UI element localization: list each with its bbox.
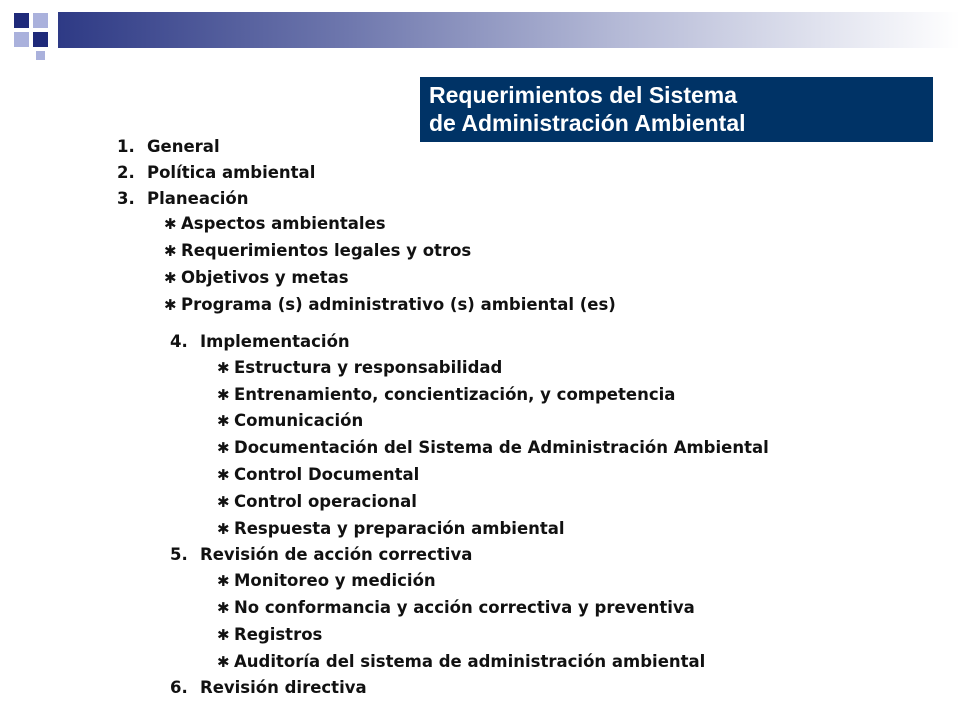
outline-item-label: Política ambiental bbox=[147, 162, 316, 182]
outline-subitem-text: Documentación del Sistema de Administración Ambiental bbox=[234, 438, 769, 458]
outline-subitem-text: No conformancia y acción correctiva y preventiva bbox=[234, 597, 695, 617]
outline-item-heading bbox=[170, 332, 350, 351]
outline-subitem-text: Control operacional bbox=[234, 491, 417, 511]
outline-item-label: General bbox=[147, 137, 220, 156]
outline-subitem bbox=[170, 595, 769, 622]
outline-item-heading bbox=[117, 137, 220, 156]
asterisk-bullet-icon: ✱ bbox=[164, 295, 177, 314]
decorative-square bbox=[33, 32, 48, 47]
asterisk-bullet-icon: ✱ bbox=[217, 465, 230, 484]
outline-subitem-text: Programa (s) administrativo (s) ambiental (es) bbox=[181, 294, 616, 314]
outline-item-heading bbox=[117, 189, 248, 208]
requirements-outline-part-1 bbox=[117, 134, 616, 319]
outline-subitem-text: Entrenamiento, concientización, y competencia bbox=[234, 384, 676, 404]
outline-subitem-text: Registros bbox=[234, 624, 323, 644]
asterisk-bullet-icon: ✱ bbox=[164, 268, 177, 287]
outline-item-number: 2. bbox=[117, 162, 135, 182]
outline-item-heading bbox=[170, 545, 472, 564]
outline-subitem bbox=[170, 408, 769, 435]
outline-subitem bbox=[117, 211, 616, 238]
outline-item-heading bbox=[170, 678, 367, 697]
decorative-square bbox=[33, 13, 48, 28]
outline-item-revision-directiva bbox=[170, 675, 769, 701]
outline-subitem-text: Estructura y responsabilidad bbox=[234, 357, 503, 377]
outline-subitem bbox=[170, 382, 769, 409]
outline-subitem bbox=[170, 435, 769, 462]
outline-subitem bbox=[170, 516, 769, 543]
header-gradient-band bbox=[58, 12, 960, 48]
slide-title bbox=[420, 77, 933, 142]
outline-subitem-text: Requerimientos legales y otros bbox=[181, 241, 472, 261]
outline-item-label: Implementación bbox=[200, 332, 350, 351]
outline-subitem bbox=[170, 355, 769, 382]
asterisk-bullet-icon: ✱ bbox=[217, 439, 230, 458]
outline-item-number: 4. bbox=[170, 332, 188, 351]
slide-title-line-1: Requerimientos del Sistema bbox=[429, 82, 738, 108]
outline-subitem bbox=[170, 568, 769, 595]
slide-title-line-2: de Administración Ambiental bbox=[429, 110, 746, 136]
asterisk-bullet-icon: ✱ bbox=[217, 625, 230, 644]
decorative-square bbox=[14, 32, 29, 47]
outline-subitem-text: Respuesta y preparación ambiental bbox=[234, 518, 565, 538]
asterisk-bullet-icon: ✱ bbox=[217, 652, 230, 671]
outline-subitem-text: Aspectos ambientales bbox=[181, 214, 386, 234]
asterisk-bullet-icon: ✱ bbox=[164, 242, 177, 261]
outline-subitem-text: Comunicación bbox=[234, 411, 364, 431]
decorative-square bbox=[36, 51, 45, 60]
outline-item-heading bbox=[117, 163, 315, 182]
asterisk-bullet-icon: ✱ bbox=[217, 385, 230, 404]
asterisk-bullet-icon: ✱ bbox=[217, 572, 230, 591]
outline-item-planeacion bbox=[117, 186, 616, 319]
outline-subitem bbox=[117, 265, 616, 292]
outline-item-label: Revisión de acción correctiva bbox=[200, 545, 473, 565]
outline-subitem bbox=[117, 292, 616, 319]
outline-item-number: 5. bbox=[170, 545, 188, 565]
outline-subitem bbox=[170, 649, 769, 676]
decorative-square bbox=[14, 13, 29, 28]
outline-subitem bbox=[170, 622, 769, 649]
requirements-outline-part-2 bbox=[170, 329, 769, 701]
outline-subitem-text: Control Documental bbox=[234, 464, 420, 484]
outline-item-general bbox=[117, 134, 616, 160]
outline-subitem-text: Auditoría del sistema de administración ambiental bbox=[234, 651, 706, 671]
outline-item-number: 3. bbox=[117, 188, 135, 208]
asterisk-bullet-icon: ✱ bbox=[217, 598, 230, 617]
asterisk-bullet-icon: ✱ bbox=[164, 215, 177, 234]
outline-item-number: 1. bbox=[117, 137, 135, 156]
outline-item-label: Revisión directiva bbox=[200, 678, 367, 698]
asterisk-bullet-icon: ✱ bbox=[217, 358, 230, 377]
asterisk-bullet-icon: ✱ bbox=[217, 519, 230, 538]
outline-item-label: Planeación bbox=[147, 188, 249, 208]
outline-subitem-text: Monitoreo y medición bbox=[234, 571, 436, 591]
outline-subitem bbox=[117, 238, 616, 265]
outline-subitem bbox=[170, 489, 769, 516]
outline-item-implementacion bbox=[170, 329, 769, 542]
outline-subitem bbox=[170, 462, 769, 489]
asterisk-bullet-icon: ✱ bbox=[217, 412, 230, 431]
outline-subitem-text: Objetivos y metas bbox=[181, 267, 349, 287]
outline-item-politica-ambiental bbox=[117, 160, 616, 186]
outline-item-number: 6. bbox=[170, 678, 188, 698]
outline-item-revision-de-accion-correctiva bbox=[170, 542, 769, 675]
asterisk-bullet-icon: ✱ bbox=[217, 492, 230, 511]
